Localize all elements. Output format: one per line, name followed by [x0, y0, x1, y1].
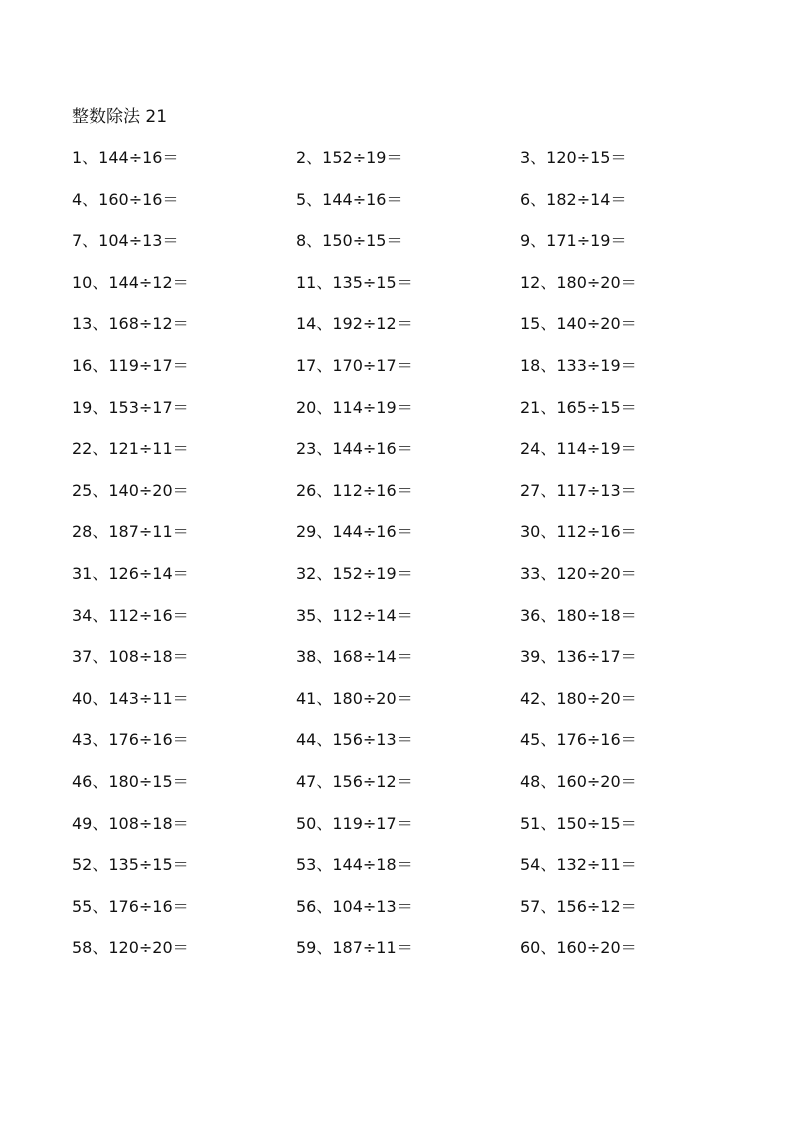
problem-item: 23、144÷16＝: [296, 439, 413, 459]
problem-item: 47、156÷12＝: [296, 771, 413, 791]
problem-item: 48、160÷20＝: [520, 771, 637, 791]
problem-item: 16、119÷17＝: [72, 355, 189, 375]
problem-item: 21、165÷15＝: [520, 397, 637, 417]
problem-item: 53、144÷18＝: [296, 855, 413, 875]
problem-item: 52、135÷15＝: [72, 855, 189, 875]
problem-item: 40、143÷11＝: [72, 688, 189, 708]
problem-item: 4、160÷16＝: [72, 189, 179, 209]
problem-item: 54、132÷11＝: [520, 855, 637, 875]
problem-item: 35、112÷14＝: [296, 605, 413, 625]
problem-grid: [72, 146, 732, 978]
problem-item: 9、171÷19＝: [520, 231, 627, 251]
problem-item: 55、176÷16＝: [72, 896, 189, 916]
problem-item: 51、150÷15＝: [520, 813, 637, 833]
problem-item: 6、182÷14＝: [520, 189, 627, 209]
problem-item: 11、135÷15＝: [296, 272, 413, 292]
problem-item: 14、192÷12＝: [296, 314, 413, 334]
problem-item: 41、180÷20＝: [296, 688, 413, 708]
problem-item: 58、120÷20＝: [72, 938, 189, 958]
problem-item: 29、144÷16＝: [296, 522, 413, 542]
problem-item: 49、108÷18＝: [72, 813, 189, 833]
problem-item: 39、136÷17＝: [520, 647, 637, 667]
problem-item: 31、126÷14＝: [72, 563, 189, 583]
problem-item: 26、112÷16＝: [296, 480, 413, 500]
problem-item: 12、180÷20＝: [520, 272, 637, 292]
problem-item: 59、187÷11＝: [296, 938, 413, 958]
problem-item: 18、133÷19＝: [520, 355, 637, 375]
problem-item: 45、176÷16＝: [520, 730, 637, 750]
problem-item: 38、168÷14＝: [296, 647, 413, 667]
problem-item: 10、144÷12＝: [72, 272, 189, 292]
problem-item: 15、140÷20＝: [520, 314, 637, 334]
problem-item: 27、117÷13＝: [520, 480, 637, 500]
problem-item: 1、144÷16＝: [72, 148, 179, 167]
problem-item: 22、121÷11＝: [72, 439, 189, 459]
problem-item: 24、114÷19＝: [520, 439, 637, 459]
problem-item: 46、180÷15＝: [72, 771, 189, 791]
problem-item: 34、112÷16＝: [72, 605, 189, 625]
problem-item: 5、144÷16＝: [296, 189, 403, 209]
problem-item: 19、153÷17＝: [72, 397, 189, 417]
problem-item: 25、140÷20＝: [72, 480, 189, 500]
problem-item: 44、156÷13＝: [296, 730, 413, 750]
problem-item: 36、180÷18＝: [520, 605, 637, 625]
problem-item: 30、112÷16＝: [520, 522, 637, 542]
problem-item: 3、120÷15＝: [520, 148, 627, 167]
problem-item: 32、152÷19＝: [296, 563, 413, 583]
problem-item: 20、114÷19＝: [296, 397, 413, 417]
problem-item: 2、152÷19＝: [296, 148, 403, 167]
problem-item: 43、176÷16＝: [72, 730, 189, 750]
problem-item: 8、150÷15＝: [296, 231, 403, 251]
problem-item: 50、119÷17＝: [296, 813, 413, 833]
problem-item: 7、104÷13＝: [72, 231, 179, 251]
problem-item: 17、170÷17＝: [296, 355, 413, 375]
problem-item: 28、187÷11＝: [72, 522, 189, 542]
problem-item: 57、156÷12＝: [520, 896, 637, 916]
problem-item: 13、168÷12＝: [72, 314, 189, 334]
problem-item: 60、160÷20＝: [520, 938, 637, 958]
problem-item: 56、104÷13＝: [296, 896, 413, 916]
problem-item: 37、108÷18＝: [72, 647, 189, 667]
worksheet-title: 整数除法 21: [72, 107, 168, 127]
problem-item: 42、180÷20＝: [520, 688, 637, 708]
problem-item: 33、120÷20＝: [520, 563, 637, 583]
